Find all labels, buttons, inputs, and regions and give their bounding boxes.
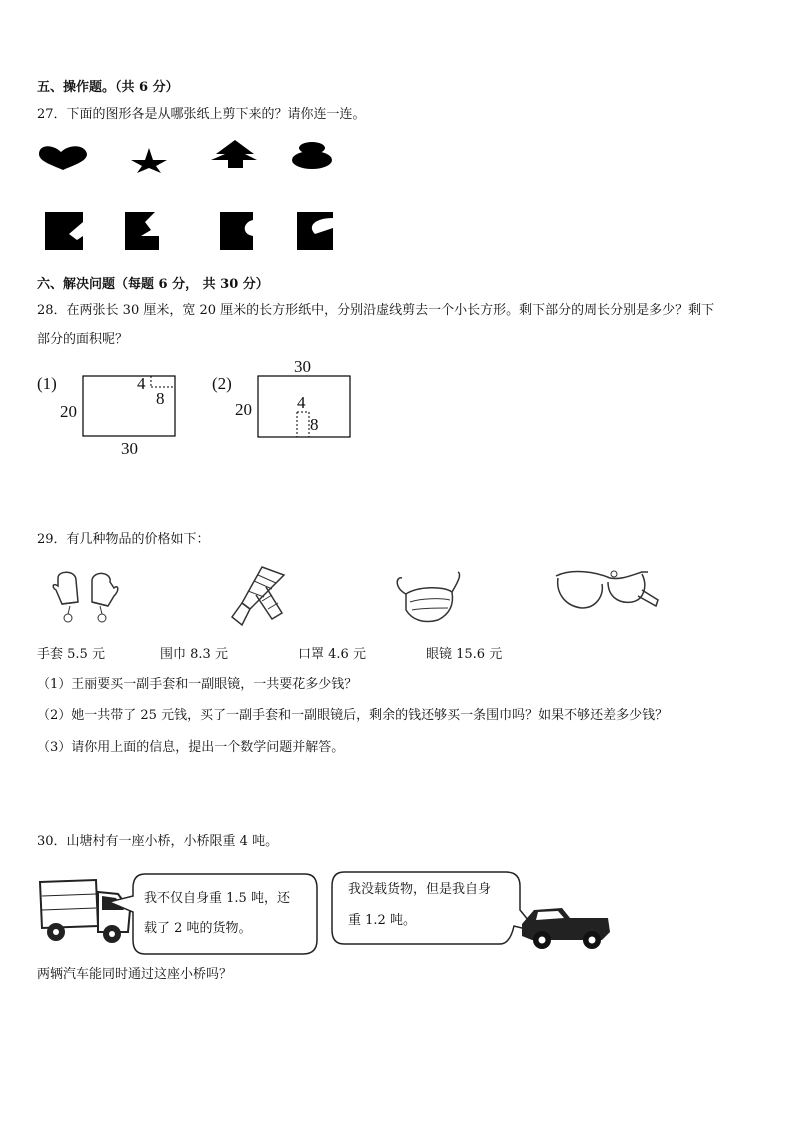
- question-28-line2: 部分的面积呢？: [37, 332, 129, 347]
- figure-2-tag: (2): [212, 374, 232, 393]
- car-bubble-line1: 我没载货物，但是我自身: [348, 882, 492, 897]
- cut-shapes-row: [35, 140, 365, 180]
- truck-bubble-line1: 我不仅自身重 1.5 吨，还: [144, 891, 290, 906]
- question-29-sub3: （3）请你用上面的信息，提出一个数学问题并解答。: [37, 740, 345, 755]
- figure-2-cut-height: 8: [310, 415, 319, 434]
- folded-papers-row: [45, 212, 345, 254]
- folded-paper-1-icon[interactable]: [45, 212, 83, 250]
- figure-1-cut-width: 4: [137, 374, 146, 393]
- folded-paper-3-icon[interactable]: [220, 212, 253, 250]
- figure-1-width-label: 30: [121, 439, 138, 458]
- figure-2-cut-width: 4: [297, 393, 306, 412]
- question-29: 29．有几种物品的价格如下：: [37, 532, 210, 547]
- folded-paper-4-icon[interactable]: [297, 212, 333, 250]
- heart-icon[interactable]: [39, 146, 87, 170]
- item-mask-price: 口罩 4.6 元: [298, 647, 366, 662]
- tree-arrow-icon[interactable]: [211, 140, 257, 168]
- figure-1-cut-height: 8: [156, 389, 165, 408]
- snowman-icon[interactable]: [292, 142, 332, 169]
- question-28-line1: 28．在两张长 30 厘米，宽 20 厘米的长方形纸中，分别沿虚线剪去一个小长方形。剩下部分的周长分别是多少？剩下: [37, 303, 715, 318]
- figure-1-tag: (1): [37, 374, 57, 393]
- question-29-sub2: （2）她一共带了 25 元钱，买了一副手套和一副眼镜后，剩余的钱还够买一条围巾吗？如果不够还差多少钱？: [37, 708, 669, 723]
- question-30-ask: 两辆汽车能同时通过这座小桥吗？: [37, 967, 233, 982]
- star-icon[interactable]: [131, 148, 167, 173]
- section-6-title: 六、解决问题（每题 6 分， 共 30 分）: [37, 277, 269, 292]
- truck-bubble-line2: 载了 2 吨的货物。: [144, 921, 252, 936]
- figure-2-width-label: 30: [294, 357, 311, 376]
- item-scarf-price: 围巾 8.3 元: [160, 647, 228, 662]
- sunglasses-icon: [552, 570, 662, 620]
- question-27: 27．下面的图形各是从哪张纸上剪下来的？请你连一连。: [37, 107, 366, 122]
- question-29-sub1: （1）王丽要买一副手套和一副眼镜，一共要花多少钱？: [37, 677, 358, 692]
- section-5-title: 五、操作题。（共 6 分）: [37, 80, 179, 95]
- truck-speech-bubble: [105, 872, 321, 958]
- face-mask-icon: [392, 568, 468, 630]
- item-glasses-price: 眼镜 15.6 元: [426, 647, 503, 662]
- folded-paper-2-icon[interactable]: [125, 212, 159, 250]
- mittens-icon: [50, 568, 130, 630]
- car-bubble-line2: 重 1.2 吨。: [348, 913, 416, 928]
- question-30: 30．山塘村有一座小桥，小桥限重 4 吨。: [37, 834, 279, 849]
- scarf-icon: [228, 565, 288, 631]
- figure-1-height-label: 20: [60, 402, 77, 421]
- pickup-car-icon: [518, 896, 612, 950]
- item-gloves-price: 手套 5.5 元: [37, 647, 105, 662]
- figure-2-height-label: 20: [235, 400, 252, 419]
